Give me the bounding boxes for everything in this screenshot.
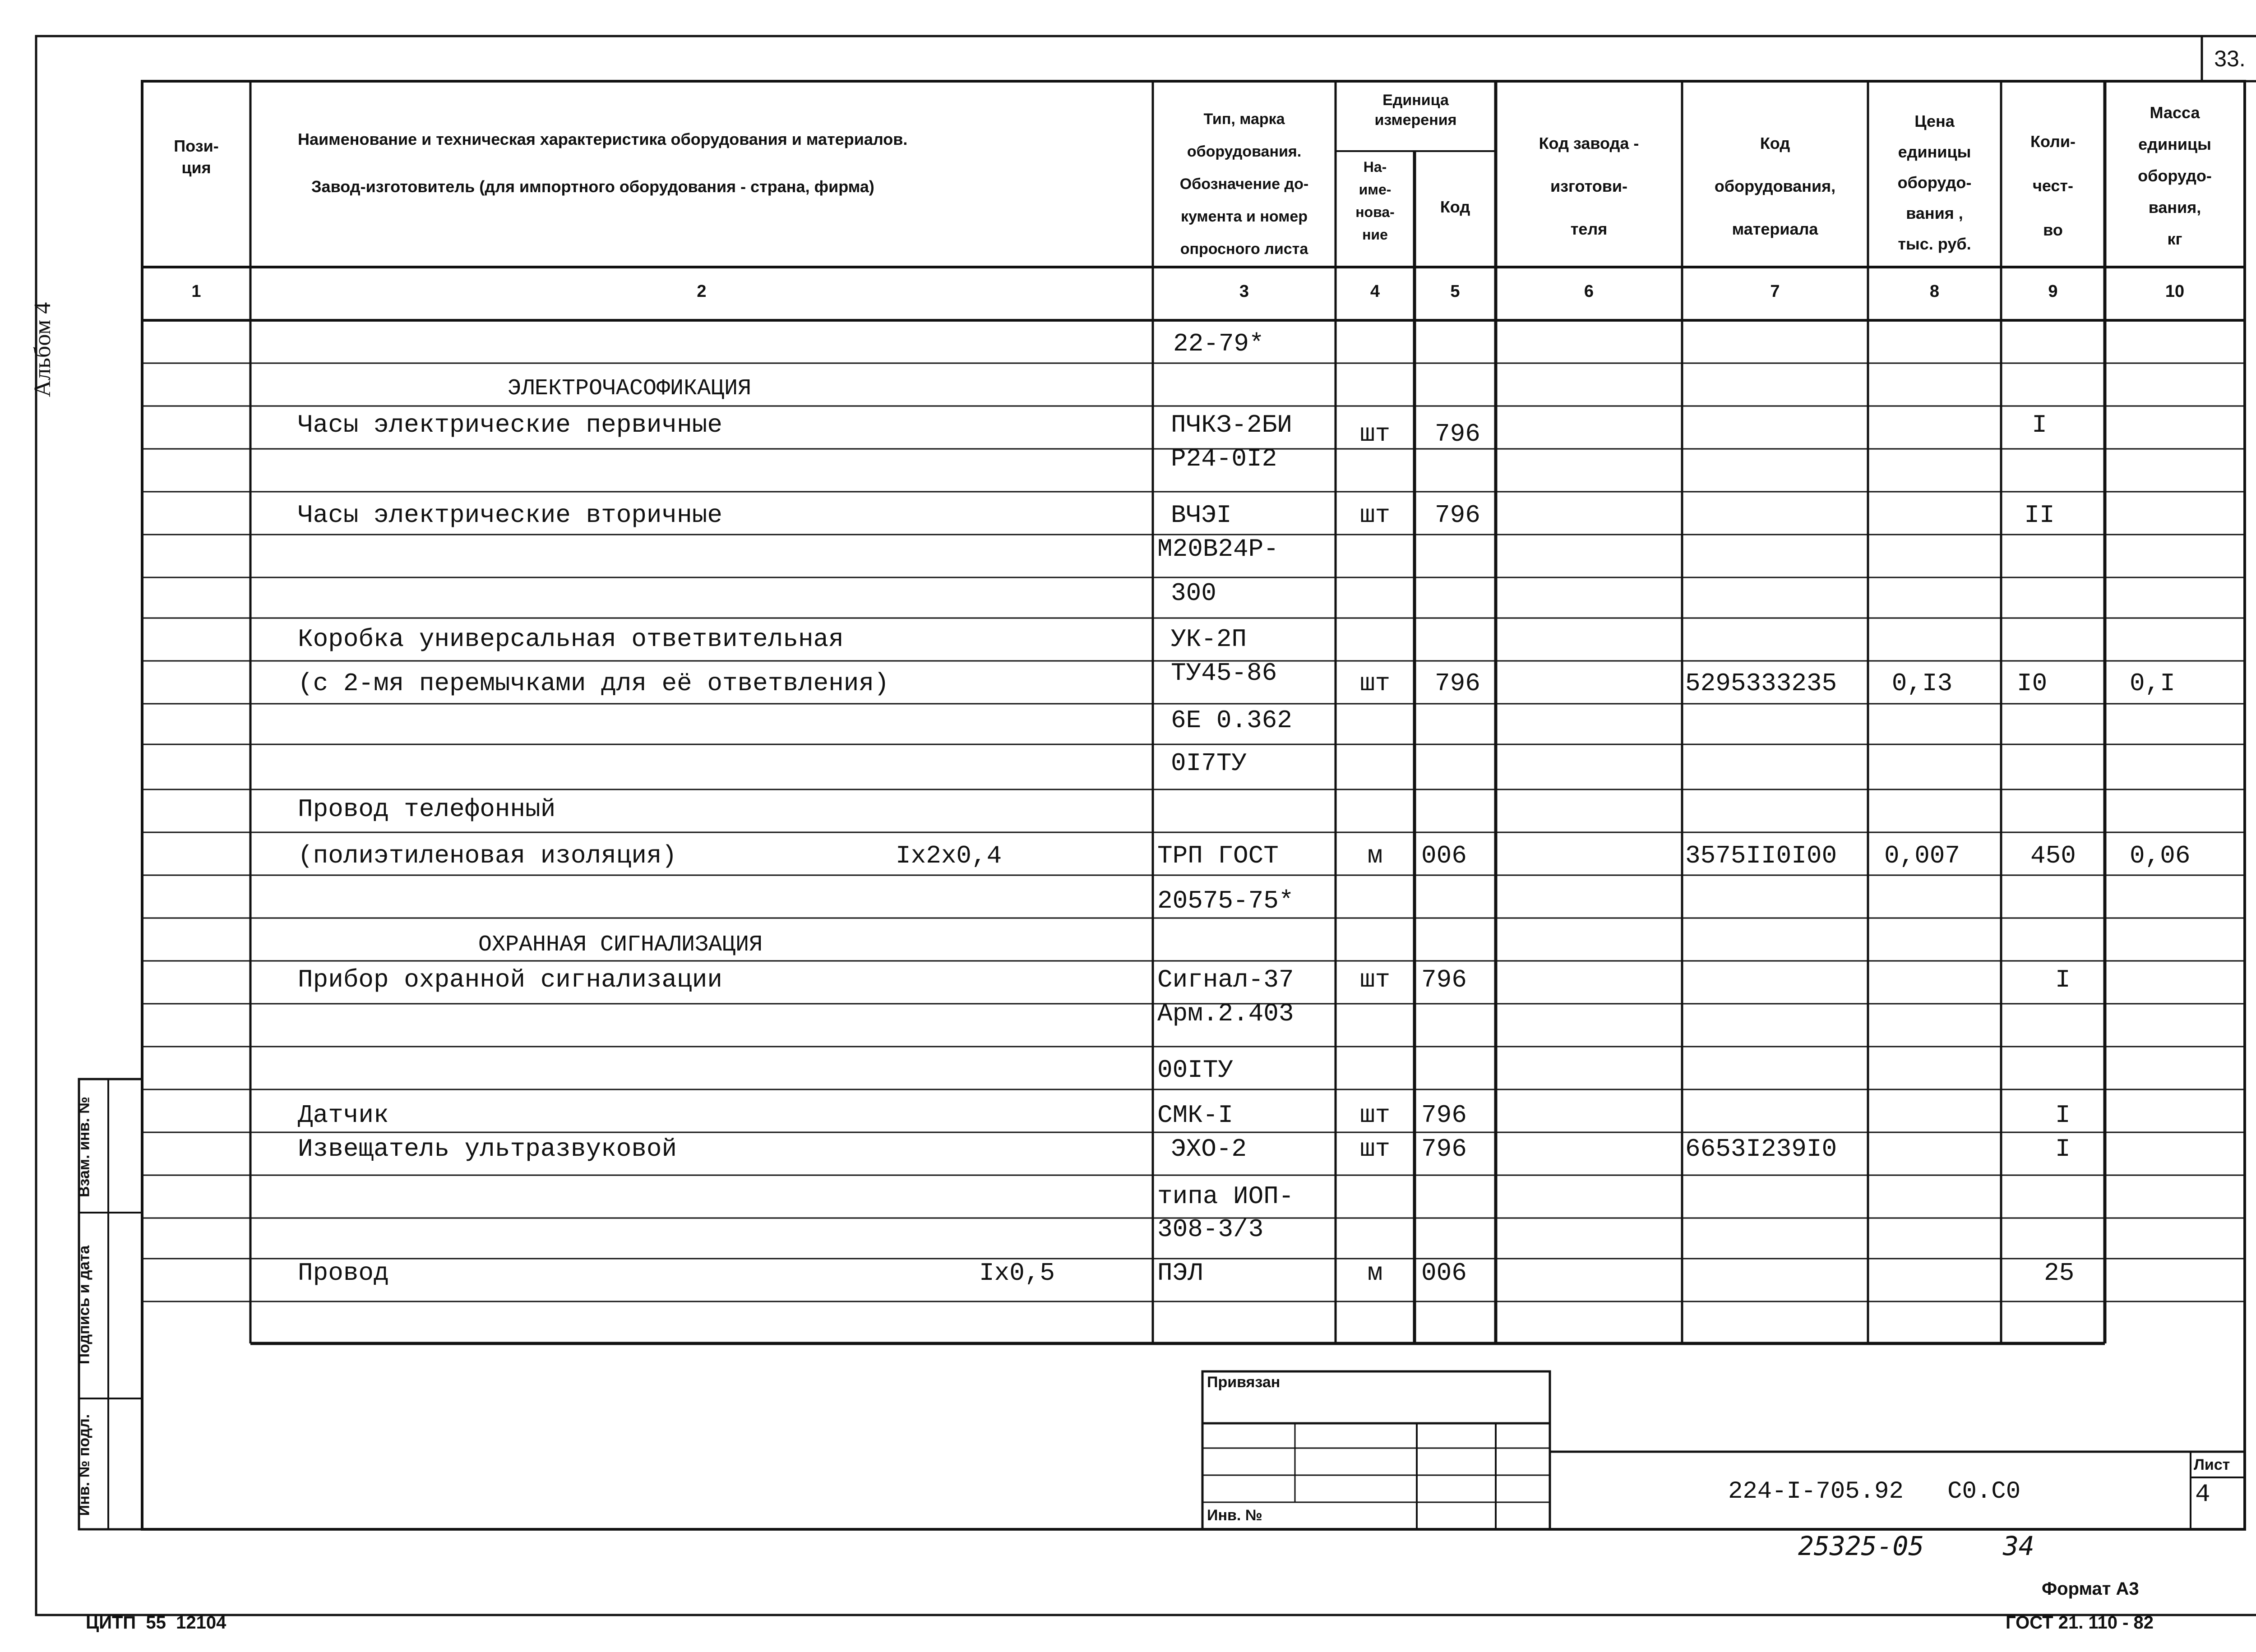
- row-unit: шт: [1359, 420, 1391, 448]
- col-number-5: 5: [1450, 282, 1460, 301]
- col-number-1: 1: [191, 282, 201, 301]
- row-mass: 0,I: [2130, 669, 2175, 698]
- header-quantity: Коли- чест- во: [2030, 132, 2076, 239]
- citp-label: ЦИТП 55 12104: [86, 1613, 227, 1633]
- row-type: ТРП ГОСТ: [1157, 841, 1279, 870]
- col-number-4: 4: [1370, 282, 1380, 301]
- gost-label: ГОСТ 21. 110 - 82: [2006, 1613, 2154, 1633]
- row-unit: шт: [1359, 501, 1391, 530]
- row-mass: 0,06: [2130, 841, 2191, 870]
- row-type: 20575-75*: [1157, 886, 1294, 915]
- row-name: (полиэтиленовая изоляция): [298, 841, 677, 870]
- row-quantity: 450: [2030, 841, 2076, 870]
- header-plant-code: Код завода - изготови- теля: [1539, 134, 1639, 238]
- col-number-2: 2: [697, 282, 707, 301]
- row-type: 00IТУ: [1157, 1056, 1234, 1084]
- row-type: типа ИОП-: [1157, 1182, 1294, 1211]
- header-unit-code: Код: [1440, 198, 1470, 216]
- row-type: ЭХО-2: [1171, 1135, 1247, 1163]
- row-type: 308-3/3: [1157, 1215, 1264, 1244]
- row-type: 6Е 0.362: [1171, 706, 1292, 735]
- section-title: ОХРАННАЯ СИГНАЛИЗАЦИЯ: [478, 932, 763, 958]
- label-inv-podl: Инв. № подл.: [75, 1414, 93, 1516]
- row-type: ТУ45-86: [1171, 659, 1277, 688]
- album-label: Альбом 4: [30, 302, 55, 397]
- header-position: Пози- ция: [174, 137, 219, 177]
- stamp-privyazan: Привязан: [1207, 1374, 1281, 1391]
- header-unit-group: Единица измерения: [1374, 92, 1457, 129]
- row-unit-code: 796: [1435, 420, 1480, 448]
- row-quantity: I: [2032, 411, 2047, 439]
- row-type: Арм.2.403: [1157, 999, 1294, 1028]
- row-unit-code: 796: [1435, 501, 1480, 530]
- row-type: М20В24Р-: [1157, 535, 1279, 563]
- row-material-code: 3575II0I00: [1685, 841, 1837, 870]
- header-name-line2: Завод-изготовитель (для импортного оборудования - страна, фирма): [311, 177, 874, 196]
- row-type: Р24-0I2: [1171, 444, 1277, 473]
- format-label: Формат А3: [2042, 1579, 2139, 1599]
- header-mass: Масса единицы оборудо- вания, кг: [2138, 103, 2212, 248]
- row-type: ВЧЭI: [1171, 501, 1232, 530]
- row-name: Извещатель ультразвуковой: [298, 1135, 677, 1163]
- row-type: 22-79*: [1173, 329, 1264, 358]
- document-code: 224-I-705.92 С0.С0: [1728, 1478, 2021, 1505]
- row-unit-code: 006: [1421, 1259, 1467, 1287]
- row-quantity: II: [2024, 501, 2055, 530]
- row-type: ПЧКЗ-2БИ: [1171, 411, 1292, 439]
- row-unit-code: 006: [1421, 841, 1467, 870]
- list-value: 4: [2195, 1480, 2210, 1509]
- header-material-code: Код оборудования, материала: [1714, 134, 1836, 238]
- row-quantity: I: [2055, 965, 2071, 994]
- row-extra: Iх0,5: [979, 1259, 1055, 1287]
- col-number-9: 9: [2048, 282, 2058, 301]
- row-name: Провод: [298, 1259, 389, 1287]
- header-name-line1: Наименование и техническая характеристика оборудования и материалов.: [298, 130, 908, 148]
- row-quantity: I0: [2017, 669, 2048, 698]
- list-label: Лист: [2194, 1456, 2230, 1473]
- row-type: ПЭЛ: [1157, 1259, 1203, 1287]
- row-quantity: 25: [2044, 1259, 2075, 1287]
- label-podpis-data: Подпись и дата: [75, 1245, 93, 1365]
- header-unit-name: На- име- нова- ние: [1355, 159, 1395, 243]
- section-title: ЭЛЕКТРОЧАСОФИКАЦИЯ: [508, 376, 752, 401]
- row-unit: шт: [1359, 669, 1391, 698]
- row-name: Датчик: [298, 1101, 389, 1130]
- row-name: (с 2-мя перемычками для её ответвления): [298, 669, 889, 698]
- row-unit: шт: [1359, 965, 1391, 994]
- row-type: СМК-I: [1157, 1101, 1234, 1130]
- row-unit-code: 796: [1421, 1135, 1467, 1163]
- row-material-code: 5295333235: [1685, 669, 1837, 698]
- sheet-number: 33.: [2214, 46, 2246, 71]
- row-unit-code: 796: [1421, 1101, 1467, 1130]
- col-number-6: 6: [1584, 282, 1594, 301]
- row-unit: шт: [1359, 1135, 1391, 1163]
- row-name: Прибор охранной сигнализации: [298, 965, 722, 994]
- row-material-code: 6653I239I0: [1685, 1135, 1837, 1163]
- row-name: Провод телефонный: [298, 795, 556, 824]
- row-type: 0I7ТУ: [1171, 749, 1247, 778]
- row-unit-code: 796: [1435, 669, 1480, 698]
- row-name: Часы электрические вторичные: [298, 501, 722, 530]
- handwritten-number: 25325-05 34: [1798, 1531, 2034, 1561]
- row-unit: м: [1367, 841, 1383, 870]
- col-number-8: 8: [1929, 282, 1940, 301]
- stamp-inv-no: Инв. №: [1207, 1507, 1262, 1524]
- row-quantity: I: [2055, 1101, 2071, 1130]
- row-unit: шт: [1359, 1101, 1391, 1130]
- row-price: 0,007: [1884, 841, 1960, 870]
- row-unit: м: [1367, 1259, 1383, 1287]
- header-price: Цена единицы оборудо- вания , тыс. руб.: [1897, 112, 1972, 253]
- row-unit-code: 796: [1421, 965, 1467, 994]
- col-number-10: 10: [2165, 282, 2185, 301]
- label-vzam-inv: Взам. инв. №: [75, 1096, 93, 1198]
- col-number-7: 7: [1770, 282, 1780, 301]
- row-extra: Iх2х0,4: [896, 841, 1002, 870]
- row-type: 300: [1171, 579, 1216, 608]
- row-name: Коробка универсальная ответвительная: [298, 625, 844, 654]
- row-price: 0,I3: [1891, 669, 1953, 698]
- header-type: Тип, марка оборудования. Обозначение до- кумента и номер опросного листа: [1179, 111, 1309, 258]
- row-type: УК-2П: [1171, 625, 1247, 654]
- row-quantity: I: [2055, 1135, 2071, 1163]
- row-name: Часы электрические первичные: [298, 411, 722, 439]
- col-number-3: 3: [1239, 282, 1249, 301]
- row-type: Сигнал-37: [1157, 965, 1294, 994]
